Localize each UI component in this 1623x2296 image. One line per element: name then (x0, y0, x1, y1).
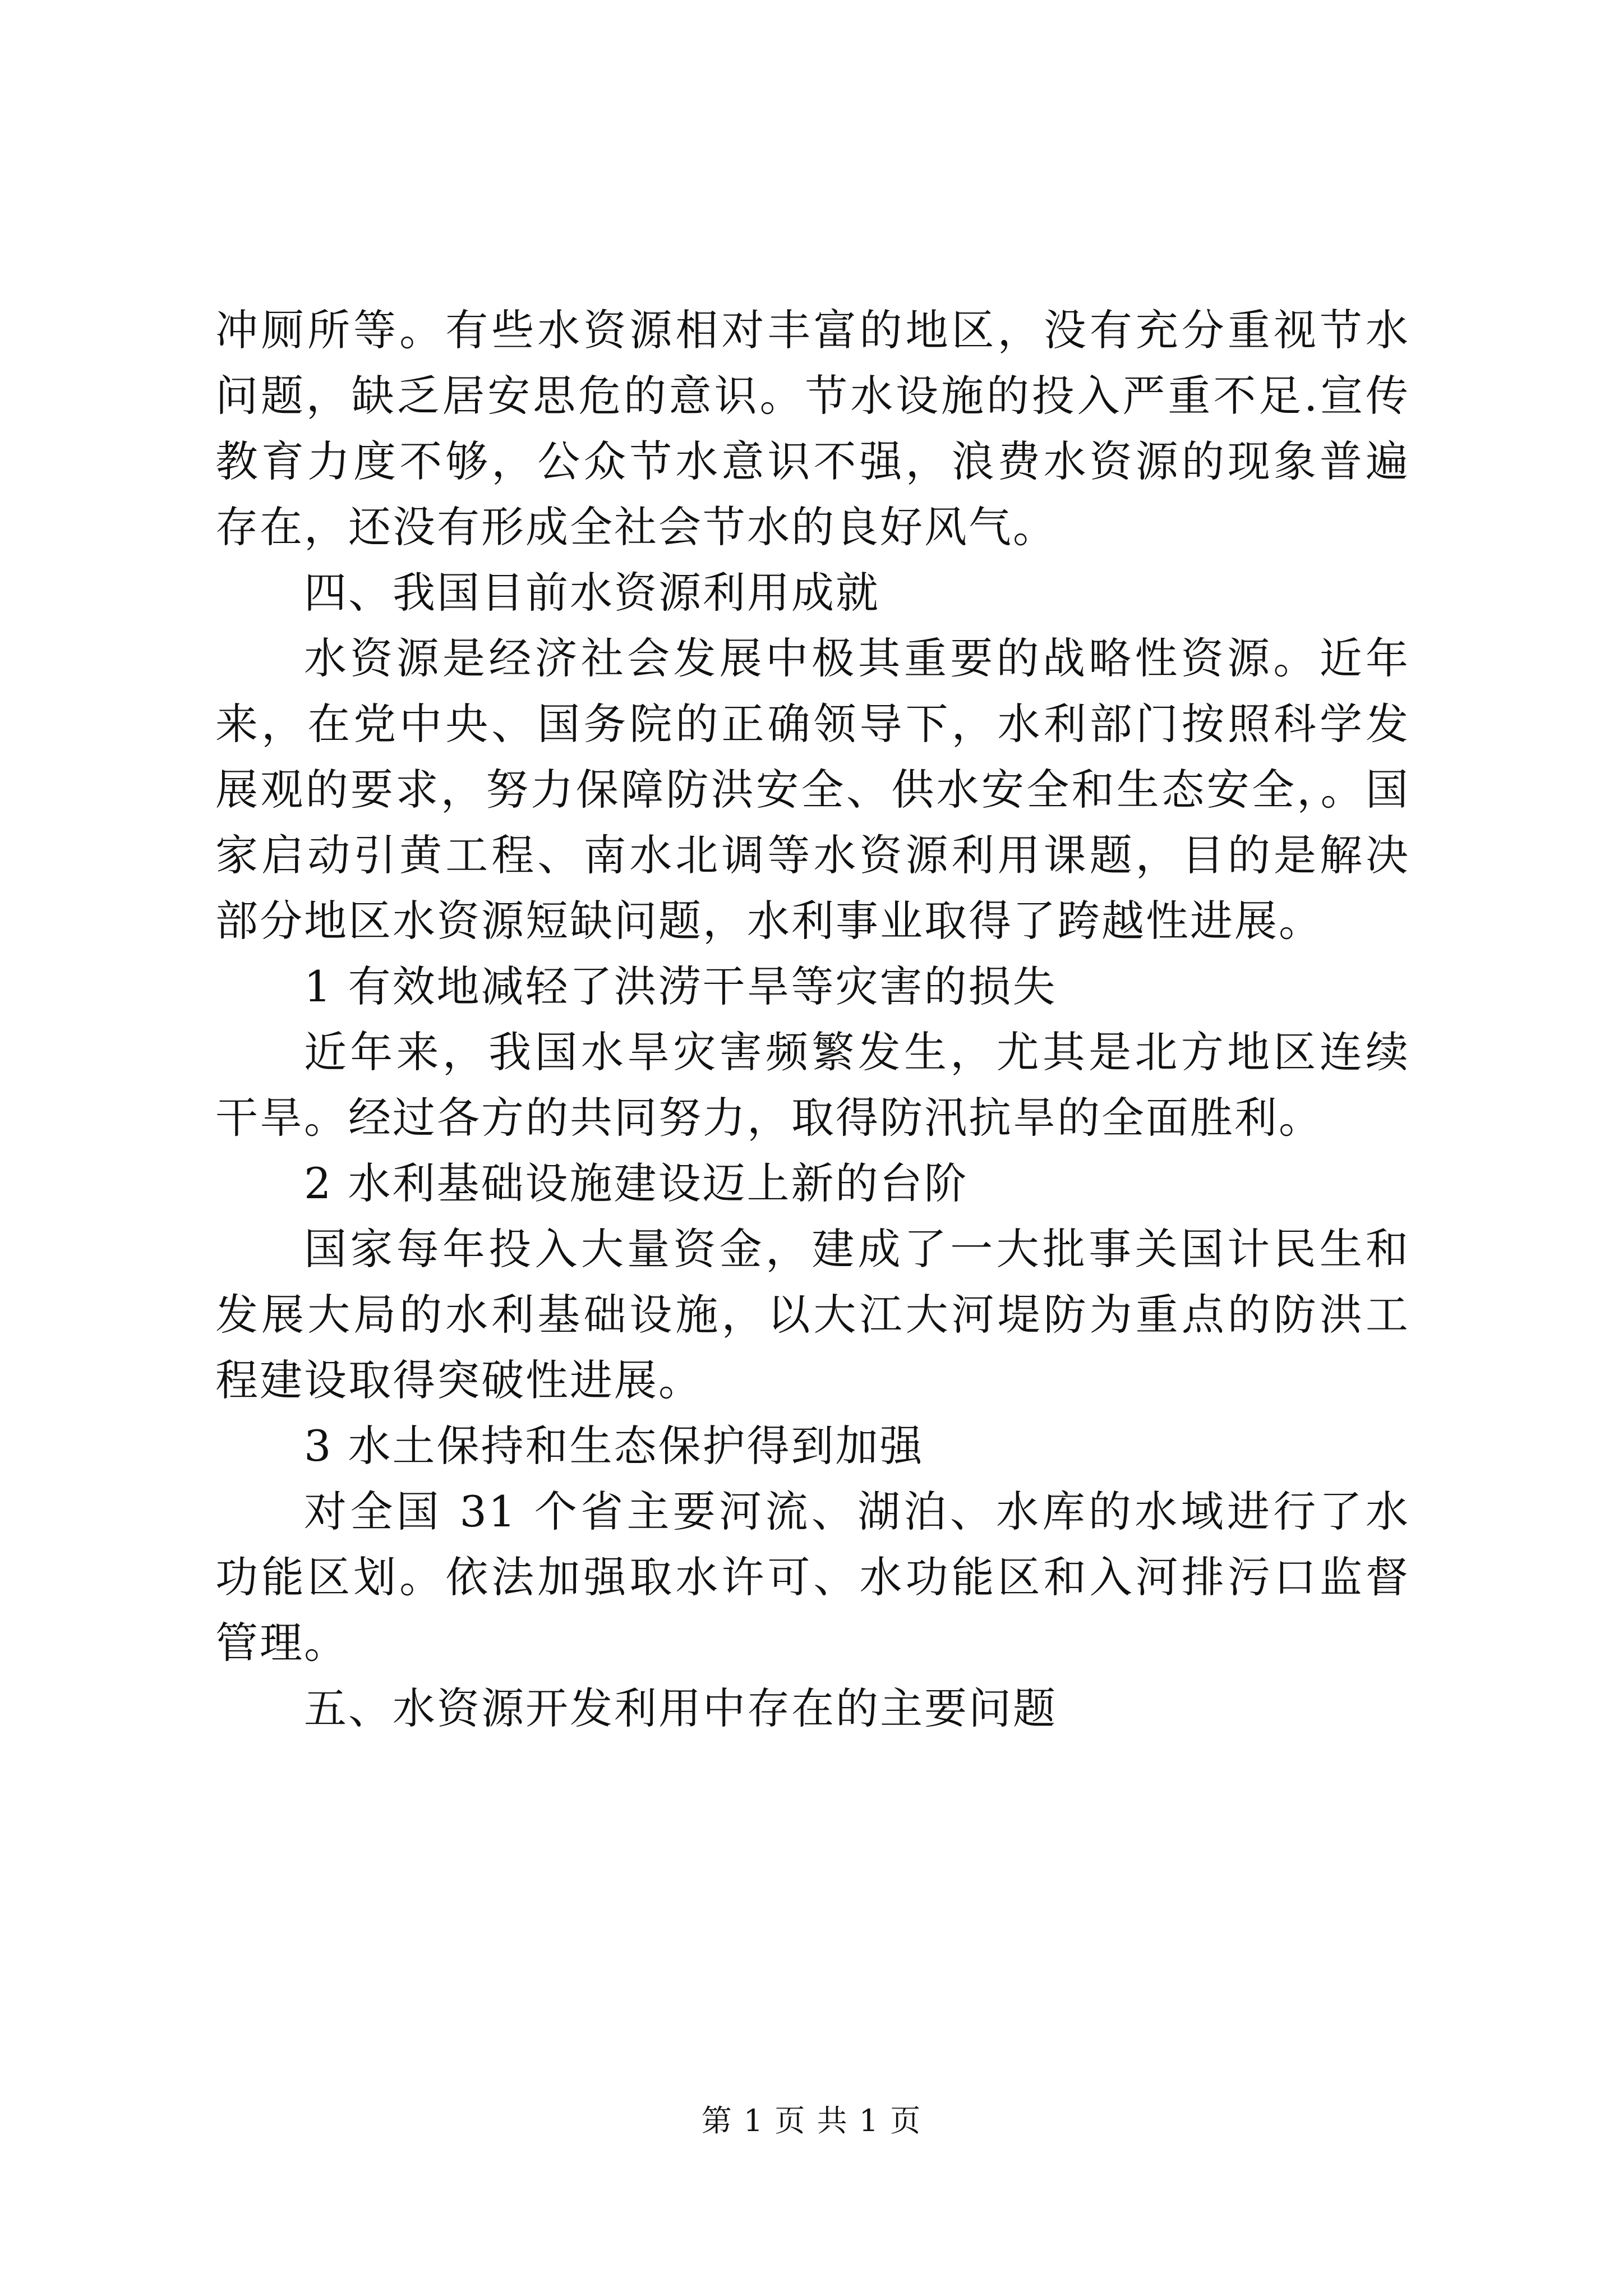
subheading-disaster-reduction: 1 有效地减轻了洪涝干旱等灾害的损失 (304, 961, 1057, 1011)
paragraph-ecology: 对全国 31 个省主要河流、湖泊、水库的水域进行了水功能区划。依法加强取水许可、水功能区和入河排污口监督管理。 (215, 1487, 1410, 1668)
page-footer: 第 1 页 共 1 页 (701, 2103, 922, 2138)
paragraph-achievements-intro: 水资源是经济社会发展中极其重要的战略性资源。近年来，在党中央、国务院的正确领导下，水利部门按照科学发展观的要求，努力保障防洪安全、供水安全和生态安全，。国家启动引黄工程、南水北调等水资源利用课题，目的是解决部分地区水资源短缺问题，水利事业取得了跨越性进展。 (215, 633, 1410, 946)
section-heading-problems: 五、水资源开发利用中存在的主要问题 (304, 1683, 1057, 1733)
paragraph-infrastructure: 国家每年投入大量资金，建成了一大批事关国计民生和发展大局的水利基础设施，以大江大河堤防为重点的防洪工程建设取得突破性进展。 (215, 1224, 1410, 1405)
subheading-infrastructure: 2 水利基础设施建设迈上新的台阶 (304, 1158, 969, 1208)
paragraph-continuation: 冲厕所等。有些水资源相对丰富的地区，没有充分重视节水问题，缺乏居安思危的意识。节水设施的投入严重不足.宣传教育力度不够，公众节水意识不强，浪费水资源的现象普遍存在，还没有形成全社会节水的良好风气。 (215, 305, 1410, 552)
document-body (215, 297, 1410, 1741)
subheading-ecology: 3 水土保持和生态保护得到加强 (304, 1421, 924, 1471)
section-heading-achievements: 四、我国目前水资源利用成就 (304, 568, 880, 618)
paragraph-disaster-reduction: 近年来，我国水旱灾害频繁发生，尤其是北方地区连续干旱。经过各方的共同努力，取得防汛抗旱的全面胜利。 (215, 1027, 1410, 1143)
